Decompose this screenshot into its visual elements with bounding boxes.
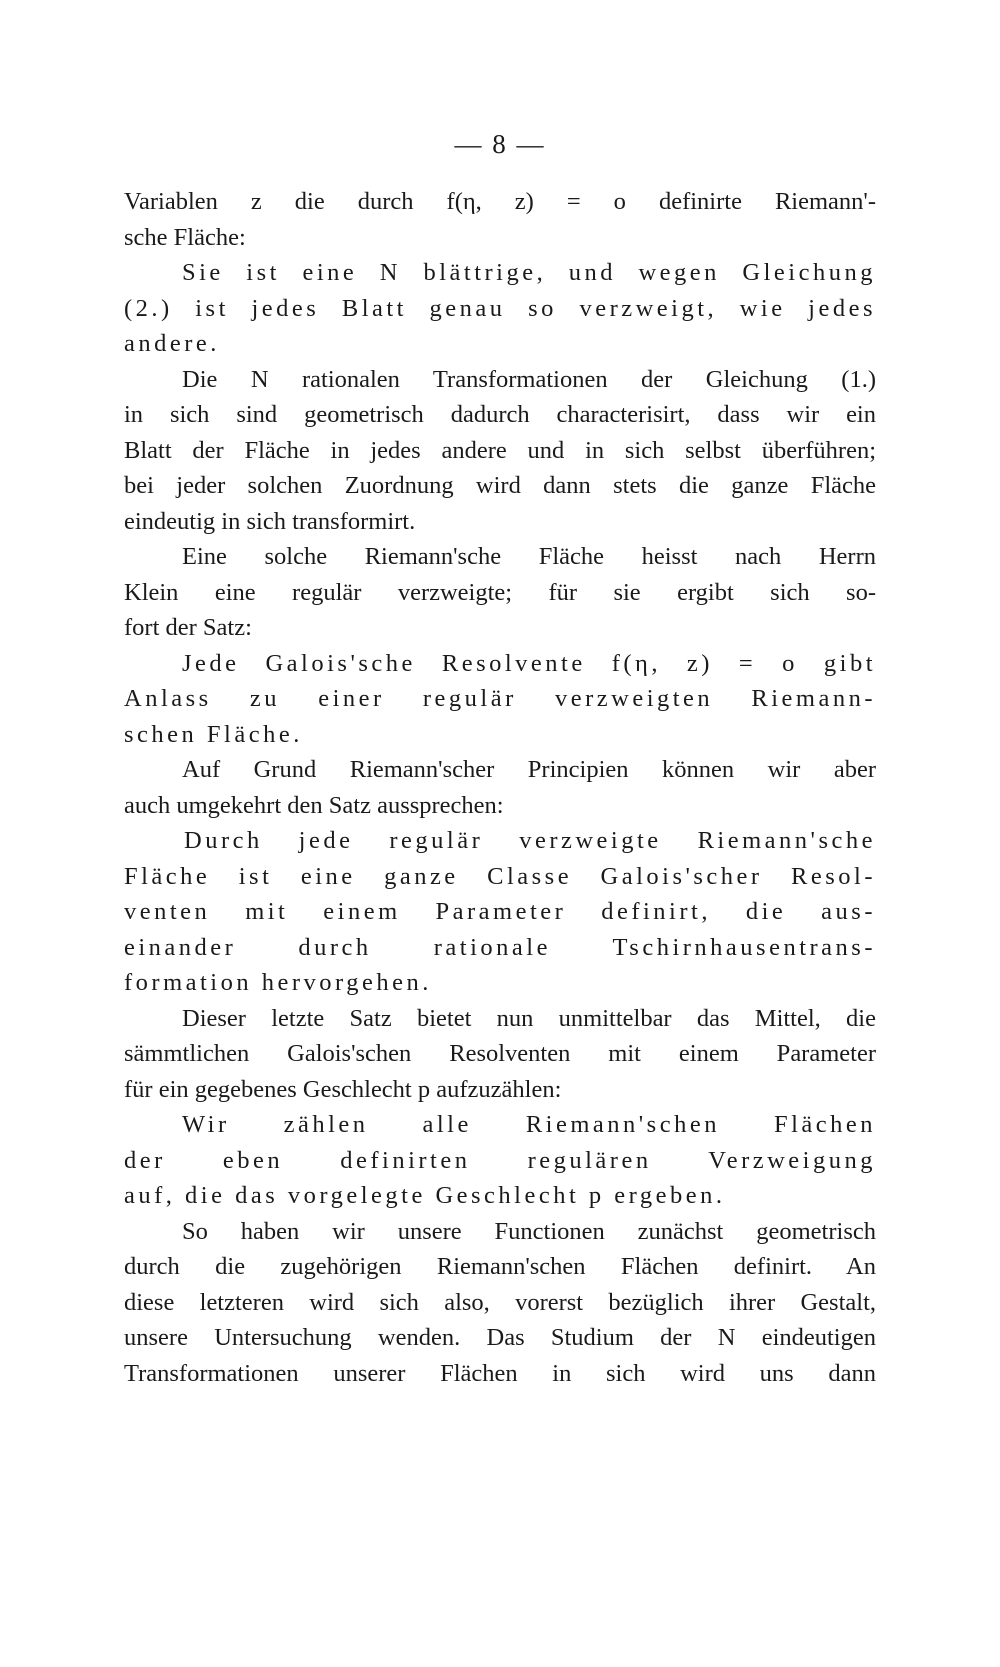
text-line: Blatt der Fläche in jedes andere und in sich selbst überführen; xyxy=(124,436,876,464)
text-line: Jede Galois'sche Resolvente f(η, z) = o gibt xyxy=(182,649,876,677)
text-line: sämmtlichen Galois'schen Resolventen mit einem Parameter xyxy=(124,1040,876,1067)
text-line: unsere Untersuchung wenden. Das Studium der N eindeutigen xyxy=(124,1324,876,1351)
text-line: Durch jede regulär verzweigte Riemann'sche xyxy=(184,827,876,854)
text-line: bei jeder solchen Zuordnung wird dann stets die ganze Fläche xyxy=(124,472,876,499)
text-line: Die N rationalen Transformationen der Gleichung (1.) xyxy=(182,365,876,393)
text-line: Transformationen unserer Flächen in sich wird uns dann xyxy=(124,1359,876,1387)
text-line: Klein eine regulär verzweigte; für sie ergibt sich so- xyxy=(124,578,876,606)
text-line: in sich sind geometrisch dadurch characterisirt, dass wir ein xyxy=(124,401,876,428)
body-text xyxy=(124,184,876,1391)
text-line: auf, die das vorgelegte Geschlecht p ergeben. xyxy=(124,1182,726,1209)
text-line: für ein gegebenes Geschlecht p aufzuzählen: xyxy=(124,1075,562,1103)
text-line: Dieser letzte Satz bietet nun unmittelbar das Mittel, die xyxy=(182,1004,876,1032)
text-line: Anlass zu einer regulär verzweigten Riemann- xyxy=(124,685,876,712)
text-line: Variablen z die durch f(η, z) = o definirte Riemann'- xyxy=(124,188,876,215)
text-line: eindeutig in sich transformirt. xyxy=(124,507,416,535)
text-line: fort der Satz: xyxy=(124,614,252,641)
text-line: durch die zugehörigen Riemann'schen Flächen definirt. An xyxy=(124,1253,876,1280)
text-line: (2.) ist jedes Blatt genau so verzweigt, wie jedes xyxy=(124,294,876,322)
text-line: Sie ist eine N blättrige, und wegen Gleichung xyxy=(182,259,876,286)
text-line: diese letzteren wird sich also, vorerst bezüglich ihrer Gestalt, xyxy=(124,1288,876,1316)
text-line: auch umgekehrt den Satz aussprechen: xyxy=(124,791,504,819)
text-line: venten mit einem Parameter definirt, die aus- xyxy=(124,898,876,925)
text-line: schen Fläche. xyxy=(124,720,303,748)
text-line: Wir zählen alle Riemann'schen Flächen xyxy=(182,1111,876,1138)
text-line: Eine solche Riemann'sche Fläche heisst nach Herrn xyxy=(182,543,876,570)
text-line: So haben wir unsere Functionen zunächst geometrisch xyxy=(182,1217,876,1245)
text-line: der eben definirten regulären Verzweigung xyxy=(124,1146,876,1174)
text-line: Fläche ist eine ganze Classe Galois'scher Resol- xyxy=(124,862,876,890)
text-line: einander durch rationale Tschirnhausentrans- xyxy=(124,933,876,961)
text-line: andere. xyxy=(124,330,220,357)
text-line: Auf Grund Riemann'scher Principien können wir aber xyxy=(182,756,876,783)
text-line: sche Fläche: xyxy=(124,223,246,251)
text-line: formation hervorgehen. xyxy=(124,969,432,996)
page-number: — 8 — xyxy=(454,129,546,159)
